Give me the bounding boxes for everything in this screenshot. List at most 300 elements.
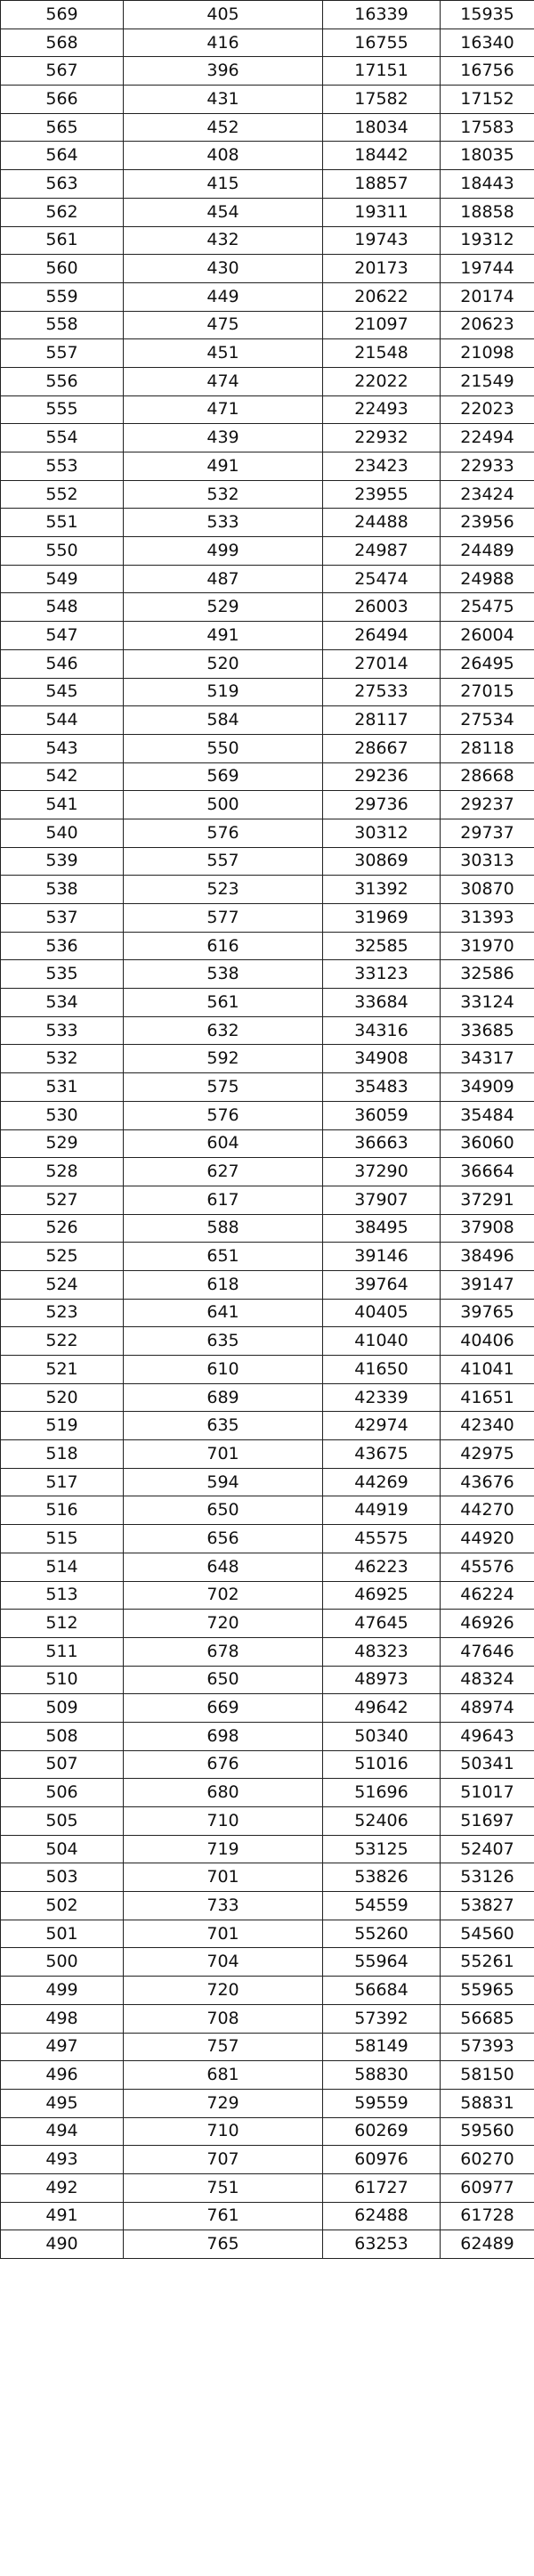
- score-cell: 508: [1, 1722, 124, 1750]
- table-row: [1, 960, 534, 989]
- table-body: [1, 1, 534, 2259]
- score-cell: 509: [1, 1694, 124, 1723]
- score-cell: 517: [1, 1468, 124, 1496]
- cumulative-cell: 17151: [323, 57, 441, 86]
- table-row: [1, 1666, 534, 1694]
- count-cell: 449: [124, 282, 323, 311]
- cumulative-cell: 47645: [323, 1610, 441, 1638]
- score-cell: 533: [1, 1016, 124, 1045]
- count-cell: 452: [124, 113, 323, 142]
- score-cell: 501: [1, 1920, 124, 1948]
- rank-start-cell: 46224: [441, 1581, 534, 1610]
- count-cell: 474: [124, 367, 323, 395]
- cumulative-cell: 18857: [323, 170, 441, 199]
- score-cell: 503: [1, 1863, 124, 1892]
- score-cell: 562: [1, 198, 124, 226]
- rank-start-cell: 54560: [441, 1920, 534, 1948]
- cumulative-cell: 19311: [323, 198, 441, 226]
- table-row: [1, 1637, 534, 1666]
- table-row: [1, 1270, 534, 1299]
- cumulative-cell: 23955: [323, 480, 441, 509]
- rank-start-cell: 36060: [441, 1129, 534, 1158]
- score-cell: 542: [1, 762, 124, 791]
- table-row: [1, 1722, 534, 1750]
- rank-start-cell: 19312: [441, 226, 534, 255]
- rank-start-cell: 28118: [441, 734, 534, 762]
- cumulative-cell: 58149: [323, 2033, 441, 2061]
- score-cell: 511: [1, 1637, 124, 1666]
- score-cell: 555: [1, 395, 124, 424]
- rank-start-cell: 55261: [441, 1948, 534, 1977]
- rank-start-cell: 48324: [441, 1666, 534, 1694]
- cumulative-cell: 61727: [323, 2173, 441, 2202]
- table-row: [1, 424, 534, 452]
- rank-start-cell: 19744: [441, 255, 534, 283]
- rank-start-cell: 18035: [441, 142, 534, 170]
- count-cell: 616: [124, 932, 323, 960]
- cumulative-cell: 41650: [323, 1356, 441, 1384]
- cumulative-cell: 27014: [323, 649, 441, 678]
- rank-start-cell: 53827: [441, 1892, 534, 1920]
- rank-start-cell: 29237: [441, 791, 534, 819]
- count-cell: 627: [124, 1158, 323, 1186]
- count-cell: 577: [124, 904, 323, 933]
- score-cell: 532: [1, 1045, 124, 1073]
- rank-start-cell: 27534: [441, 706, 534, 735]
- rank-start-cell: 44920: [441, 1525, 534, 1553]
- score-cell: 529: [1, 1129, 124, 1158]
- count-cell: 416: [124, 29, 323, 57]
- table-row: [1, 1440, 534, 1469]
- table-row: [1, 649, 534, 678]
- cumulative-cell: 51696: [323, 1779, 441, 1807]
- cumulative-cell: 37907: [323, 1186, 441, 1214]
- table-row: [1, 198, 534, 226]
- cumulative-cell: 29236: [323, 762, 441, 791]
- cumulative-cell: 39764: [323, 1270, 441, 1299]
- score-cell: 490: [1, 2230, 124, 2259]
- rank-start-cell: 52407: [441, 1835, 534, 1863]
- cumulative-cell: 33684: [323, 989, 441, 1017]
- cumulative-cell: 20173: [323, 255, 441, 283]
- table-row: [1, 367, 534, 395]
- score-cell: 528: [1, 1158, 124, 1186]
- score-cell: 523: [1, 1299, 124, 1327]
- cumulative-cell: 32585: [323, 932, 441, 960]
- count-cell: 720: [124, 1610, 323, 1638]
- score-cell: 518: [1, 1440, 124, 1469]
- count-cell: 635: [124, 1412, 323, 1440]
- score-cell: 559: [1, 282, 124, 311]
- score-cell: 538: [1, 876, 124, 904]
- table-row: [1, 678, 534, 706]
- table-row: [1, 2146, 534, 2174]
- count-cell: 529: [124, 593, 323, 622]
- count-cell: 538: [124, 960, 323, 989]
- score-cell: 494: [1, 2117, 124, 2146]
- score-cell: 566: [1, 86, 124, 114]
- cumulative-cell: 26494: [323, 622, 441, 650]
- score-cell: 516: [1, 1496, 124, 1525]
- score-cell: 519: [1, 1412, 124, 1440]
- score-cell: 514: [1, 1553, 124, 1581]
- rank-start-cell: 16756: [441, 57, 534, 86]
- rank-start-cell: 26495: [441, 649, 534, 678]
- rank-start-cell: 21549: [441, 367, 534, 395]
- cumulative-cell: 63253: [323, 2230, 441, 2259]
- cumulative-cell: 33123: [323, 960, 441, 989]
- rank-start-cell: 35484: [441, 1101, 534, 1129]
- table-row: [1, 706, 534, 735]
- count-cell: 499: [124, 537, 323, 566]
- rank-start-cell: 60977: [441, 2173, 534, 2202]
- table-row: [1, 142, 534, 170]
- table-row: [1, 1158, 534, 1186]
- rank-start-cell: 48974: [441, 1694, 534, 1723]
- table-row: [1, 1581, 534, 1610]
- table-row: [1, 1694, 534, 1723]
- cumulative-cell: 23423: [323, 452, 441, 481]
- table-row: [1, 1835, 534, 1863]
- score-cell: 547: [1, 622, 124, 650]
- rank-start-cell: 24988: [441, 565, 534, 593]
- rank-start-cell: 55965: [441, 1977, 534, 2005]
- count-cell: 635: [124, 1327, 323, 1356]
- score-cell: 540: [1, 819, 124, 847]
- count-cell: 676: [124, 1750, 323, 1779]
- cumulative-cell: 18034: [323, 113, 441, 142]
- score-cell: 498: [1, 2004, 124, 2033]
- count-cell: 650: [124, 1496, 323, 1525]
- table-row: [1, 339, 534, 368]
- rank-start-cell: 30313: [441, 847, 534, 876]
- count-cell: 757: [124, 2033, 323, 2061]
- rank-start-cell: 58150: [441, 2061, 534, 2090]
- table-row: [1, 1129, 534, 1158]
- cumulative-cell: 59559: [323, 2089, 441, 2117]
- cumulative-cell: 56684: [323, 1977, 441, 2005]
- rank-start-cell: 62489: [441, 2230, 534, 2259]
- count-cell: 557: [124, 847, 323, 876]
- count-cell: 500: [124, 791, 323, 819]
- count-cell: 432: [124, 226, 323, 255]
- cumulative-cell: 21548: [323, 339, 441, 368]
- table-row: [1, 452, 534, 481]
- score-cell: 505: [1, 1807, 124, 1836]
- rank-start-cell: 17583: [441, 113, 534, 142]
- score-cell: 527: [1, 1186, 124, 1214]
- table-row: [1, 904, 534, 933]
- table-row: [1, 1243, 534, 1271]
- count-cell: 710: [124, 1807, 323, 1836]
- count-cell: 632: [124, 1016, 323, 1045]
- rank-start-cell: 37291: [441, 1186, 534, 1214]
- rank-start-cell: 22933: [441, 452, 534, 481]
- score-cell: 553: [1, 452, 124, 481]
- table-row: [1, 1525, 534, 1553]
- score-cell: 520: [1, 1383, 124, 1412]
- score-cell: 558: [1, 311, 124, 339]
- score-cell: 545: [1, 678, 124, 706]
- count-cell: 439: [124, 424, 323, 452]
- score-cell: 504: [1, 1835, 124, 1863]
- cumulative-cell: 34316: [323, 1016, 441, 1045]
- table-row: [1, 1356, 534, 1384]
- rank-start-cell: 31970: [441, 932, 534, 960]
- cumulative-cell: 46925: [323, 1581, 441, 1610]
- cumulative-cell: 41040: [323, 1327, 441, 1356]
- score-cell: 530: [1, 1101, 124, 1129]
- rank-start-cell: 41041: [441, 1356, 534, 1384]
- rank-start-cell: 33685: [441, 1016, 534, 1045]
- score-cell: 568: [1, 29, 124, 57]
- cumulative-cell: 45575: [323, 1525, 441, 1553]
- count-cell: 651: [124, 1243, 323, 1271]
- cumulative-cell: 42974: [323, 1412, 441, 1440]
- table-row: [1, 593, 534, 622]
- rank-start-cell: 34909: [441, 1073, 534, 1102]
- rank-start-cell: 59560: [441, 2117, 534, 2146]
- table-row: [1, 2117, 534, 2146]
- count-cell: 729: [124, 2089, 323, 2117]
- table-row: [1, 395, 534, 424]
- score-cell: 492: [1, 2173, 124, 2202]
- score-cell: 513: [1, 1581, 124, 1610]
- cumulative-cell: 55964: [323, 1948, 441, 1977]
- cumulative-cell: 29736: [323, 791, 441, 819]
- cumulative-cell: 48973: [323, 1666, 441, 1694]
- rank-start-cell: 18443: [441, 170, 534, 199]
- table-row: [1, 29, 534, 57]
- count-cell: 702: [124, 1581, 323, 1610]
- cumulative-cell: 50340: [323, 1722, 441, 1750]
- count-cell: 576: [124, 1101, 323, 1129]
- rank-start-cell: 53126: [441, 1863, 534, 1892]
- count-cell: 471: [124, 395, 323, 424]
- score-cell: 541: [1, 791, 124, 819]
- table-row: [1, 734, 534, 762]
- table-row: [1, 1101, 534, 1129]
- rank-start-cell: 24489: [441, 537, 534, 566]
- rank-start-cell: 16340: [441, 29, 534, 57]
- score-cell: 512: [1, 1610, 124, 1638]
- cumulative-cell: 36663: [323, 1129, 441, 1158]
- cumulative-cell: 60269: [323, 2117, 441, 2146]
- rank-start-cell: 27015: [441, 678, 534, 706]
- count-cell: 475: [124, 311, 323, 339]
- count-cell: 610: [124, 1356, 323, 1384]
- rank-start-cell: 43676: [441, 1468, 534, 1496]
- rank-start-cell: 26004: [441, 622, 534, 650]
- table-row: [1, 1, 534, 29]
- table-row: [1, 2061, 534, 2090]
- count-cell: 650: [124, 1666, 323, 1694]
- table-row: [1, 2202, 534, 2230]
- score-cell: 495: [1, 2089, 124, 2117]
- count-cell: 719: [124, 1835, 323, 1863]
- table-row: [1, 762, 534, 791]
- cumulative-cell: 40405: [323, 1299, 441, 1327]
- score-cell: 565: [1, 113, 124, 142]
- score-cell: 554: [1, 424, 124, 452]
- table-row: [1, 1468, 534, 1496]
- count-cell: 707: [124, 2146, 323, 2174]
- rank-start-cell: 28668: [441, 762, 534, 791]
- rank-start-cell: 34317: [441, 1045, 534, 1073]
- table-row: [1, 1412, 534, 1440]
- rank-start-cell: 20174: [441, 282, 534, 311]
- table-row: [1, 847, 534, 876]
- cumulative-cell: 55260: [323, 1920, 441, 1948]
- score-cell: 543: [1, 734, 124, 762]
- table-row: [1, 255, 534, 283]
- table-row: [1, 932, 534, 960]
- rank-start-cell: 50341: [441, 1750, 534, 1779]
- table-row: [1, 1779, 534, 1807]
- rank-start-cell: 39765: [441, 1299, 534, 1327]
- cumulative-cell: 27533: [323, 678, 441, 706]
- score-cell: 499: [1, 1977, 124, 2005]
- rank-start-cell: 41651: [441, 1383, 534, 1412]
- cumulative-cell: 31392: [323, 876, 441, 904]
- cumulative-cell: 57392: [323, 2004, 441, 2033]
- score-cell: 560: [1, 255, 124, 283]
- cumulative-cell: 16755: [323, 29, 441, 57]
- table-row: [1, 1383, 534, 1412]
- rank-start-cell: 25475: [441, 593, 534, 622]
- cumulative-cell: 46223: [323, 1553, 441, 1581]
- table-row: [1, 57, 534, 86]
- cumulative-cell: 49642: [323, 1694, 441, 1723]
- count-cell: 430: [124, 255, 323, 283]
- count-cell: 618: [124, 1270, 323, 1299]
- rank-start-cell: 23956: [441, 509, 534, 537]
- count-cell: 575: [124, 1073, 323, 1102]
- cumulative-cell: 34908: [323, 1045, 441, 1073]
- score-cell: 561: [1, 226, 124, 255]
- rank-start-cell: 58831: [441, 2089, 534, 2117]
- count-cell: 396: [124, 57, 323, 86]
- rank-start-cell: 42340: [441, 1412, 534, 1440]
- rank-start-cell: 40406: [441, 1327, 534, 1356]
- table-row: [1, 565, 534, 593]
- rank-start-cell: 22023: [441, 395, 534, 424]
- cumulative-cell: 22493: [323, 395, 441, 424]
- rank-start-cell: 46926: [441, 1610, 534, 1638]
- table-row: [1, 2033, 534, 2061]
- count-cell: 408: [124, 142, 323, 170]
- count-cell: 415: [124, 170, 323, 199]
- cumulative-cell: 39146: [323, 1243, 441, 1271]
- score-cell: 522: [1, 1327, 124, 1356]
- cumulative-cell: 51016: [323, 1750, 441, 1779]
- count-cell: 765: [124, 2230, 323, 2259]
- table-row: [1, 876, 534, 904]
- rank-start-cell: 17152: [441, 86, 534, 114]
- score-cell: 502: [1, 1892, 124, 1920]
- score-cell: 556: [1, 367, 124, 395]
- score-cell: 557: [1, 339, 124, 368]
- table-row: [1, 1610, 534, 1638]
- table-row: [1, 1045, 534, 1073]
- score-cell: 525: [1, 1243, 124, 1271]
- rank-start-cell: 30870: [441, 876, 534, 904]
- count-cell: 520: [124, 649, 323, 678]
- score-cell: 531: [1, 1073, 124, 1102]
- table-row: [1, 1073, 534, 1102]
- score-cell: 521: [1, 1356, 124, 1384]
- score-cell: 536: [1, 932, 124, 960]
- score-cell: 567: [1, 57, 124, 86]
- count-cell: 604: [124, 1129, 323, 1158]
- cumulative-cell: 35483: [323, 1073, 441, 1102]
- table-row: [1, 1496, 534, 1525]
- score-cell: 546: [1, 649, 124, 678]
- table-row: [1, 1750, 534, 1779]
- count-cell: 701: [124, 1920, 323, 1948]
- count-cell: 689: [124, 1383, 323, 1412]
- count-cell: 533: [124, 509, 323, 537]
- rank-start-cell: 21098: [441, 339, 534, 368]
- table-row: [1, 170, 534, 199]
- cumulative-cell: 20622: [323, 282, 441, 311]
- cumulative-cell: 52406: [323, 1807, 441, 1836]
- cumulative-cell: 17582: [323, 86, 441, 114]
- cumulative-cell: 53826: [323, 1863, 441, 1892]
- score-cell: 506: [1, 1779, 124, 1807]
- table-row: [1, 1863, 534, 1892]
- cumulative-cell: 24488: [323, 509, 441, 537]
- score-cell: 564: [1, 142, 124, 170]
- table-row: [1, 1214, 534, 1243]
- rank-start-cell: 51017: [441, 1779, 534, 1807]
- score-cell: 548: [1, 593, 124, 622]
- table-row: [1, 2004, 534, 2033]
- table-row: [1, 1807, 534, 1836]
- count-cell: 708: [124, 2004, 323, 2033]
- cumulative-cell: 37290: [323, 1158, 441, 1186]
- cumulative-cell: 26003: [323, 593, 441, 622]
- table-row: [1, 1948, 534, 1977]
- count-cell: 576: [124, 819, 323, 847]
- count-cell: 592: [124, 1045, 323, 1073]
- table-row: [1, 1892, 534, 1920]
- table-row: [1, 1977, 534, 2005]
- cumulative-cell: 24987: [323, 537, 441, 566]
- score-cell: 526: [1, 1214, 124, 1243]
- count-cell: 523: [124, 876, 323, 904]
- cumulative-cell: 43675: [323, 1440, 441, 1469]
- count-cell: 532: [124, 480, 323, 509]
- count-cell: 584: [124, 706, 323, 735]
- count-cell: 704: [124, 1948, 323, 1977]
- count-cell: 681: [124, 2061, 323, 2090]
- count-cell: 751: [124, 2173, 323, 2202]
- table-row: [1, 480, 534, 509]
- count-cell: 698: [124, 1722, 323, 1750]
- cumulative-cell: 30312: [323, 819, 441, 847]
- table-row: [1, 622, 534, 650]
- cumulative-cell: 38495: [323, 1214, 441, 1243]
- score-cell: 510: [1, 1666, 124, 1694]
- count-cell: 454: [124, 198, 323, 226]
- score-cell: 544: [1, 706, 124, 735]
- cumulative-cell: 21097: [323, 311, 441, 339]
- cumulative-cell: 60976: [323, 2146, 441, 2174]
- score-cell: 496: [1, 2061, 124, 2090]
- count-cell: 701: [124, 1440, 323, 1469]
- count-cell: 733: [124, 1892, 323, 1920]
